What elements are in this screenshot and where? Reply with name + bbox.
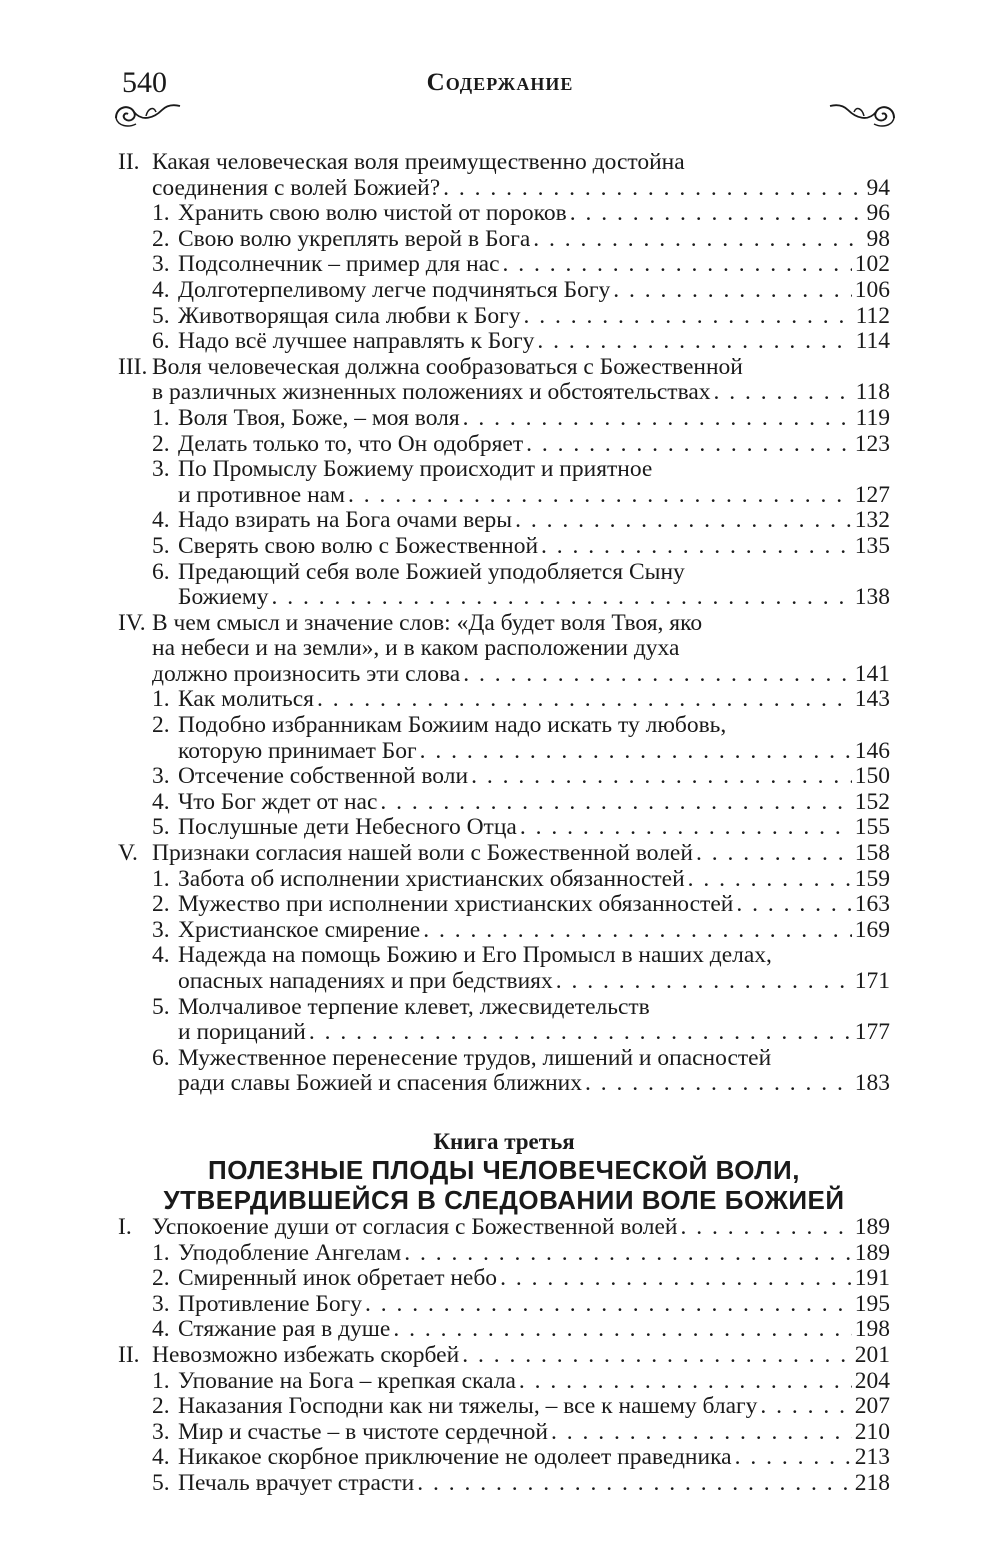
toc-subsection bbox=[118, 534, 890, 560]
dot-leader bbox=[760, 1394, 851, 1420]
toc-chapter bbox=[118, 355, 890, 406]
toc-entry-text: Успокоение души от согласия с Божественной волей bbox=[152, 1214, 678, 1240]
toc-page-number: 169 bbox=[854, 917, 890, 943]
dot-leader bbox=[365, 1292, 852, 1318]
toc-entry-number: 3. bbox=[152, 1291, 170, 1317]
toc-subsection bbox=[118, 943, 890, 994]
toc-entry-number: 4. bbox=[152, 1317, 170, 1343]
toc-entry-text: Христианское смирение bbox=[178, 917, 421, 943]
toc-subsection bbox=[118, 457, 890, 508]
toc-subsection bbox=[118, 406, 890, 432]
toc-page-number: 102 bbox=[854, 252, 890, 278]
flourish-left-icon bbox=[110, 96, 190, 136]
toc-entry-text: Надо взирать на Бога очами веры bbox=[178, 508, 513, 534]
toc-entry-number: 2. bbox=[152, 892, 170, 918]
toc-entry-text: опасных нападениях и при бедствиях bbox=[178, 968, 553, 994]
dot-leader bbox=[393, 1317, 851, 1343]
toc-entry-number: 4. bbox=[152, 508, 170, 534]
toc-entry-text: Свою волю укреплять верой в Бога bbox=[178, 226, 531, 252]
toc-entry-text: Послушные дети Небесного Отца bbox=[178, 815, 517, 841]
toc-entry-number: V. bbox=[118, 841, 138, 867]
dot-leader bbox=[515, 508, 852, 534]
dot-leader bbox=[463, 406, 853, 432]
toc-entry-text: Божиему bbox=[178, 584, 269, 611]
dot-leader bbox=[556, 969, 852, 995]
toc-entry-number: 5. bbox=[152, 1470, 170, 1496]
toc-entry-number: 2. bbox=[152, 1394, 170, 1420]
toc-subsection bbox=[118, 918, 890, 944]
dot-leader bbox=[735, 1445, 852, 1471]
toc-entry-number: IV. bbox=[118, 610, 146, 636]
dot-leader bbox=[714, 380, 853, 406]
toc-chapter bbox=[118, 611, 890, 688]
toc-subsection bbox=[118, 1420, 890, 1446]
toc-chapter bbox=[118, 150, 890, 201]
toc-entry-text: Невозможно избежать скорбей bbox=[152, 1342, 460, 1368]
toc-subsection bbox=[118, 304, 890, 330]
running-title: Содержание bbox=[426, 69, 574, 96]
toc-subsection bbox=[118, 560, 890, 611]
dot-leader bbox=[533, 227, 863, 253]
toc-page-number: 163 bbox=[854, 892, 890, 918]
toc-entry-number: 2. bbox=[152, 226, 170, 252]
toc-page-number: 159 bbox=[854, 866, 890, 892]
toc-entry-number: 1. bbox=[152, 405, 170, 431]
toc-entry-text: Подсолнечник – пример для нас bbox=[178, 252, 500, 278]
toc-subsection bbox=[118, 867, 890, 893]
dot-leader bbox=[443, 176, 863, 202]
toc-entry-text: Делать только то, что Он одобряет bbox=[178, 431, 524, 457]
toc-entry-number: 6. bbox=[152, 1045, 170, 1071]
toc-entry-number: 2. bbox=[152, 1266, 170, 1292]
toc-entry-number: 4. bbox=[152, 943, 170, 969]
toc-entry-text: Мужественное перенесение трудов, лишений и опасностей bbox=[178, 1045, 772, 1071]
toc-page-number: 150 bbox=[854, 764, 890, 790]
toc-entry-text: Хранить свою волю чистой от пороков bbox=[178, 201, 567, 227]
toc-entry-text: и противное нам bbox=[178, 481, 345, 508]
toc-entry-number: 3. bbox=[152, 764, 170, 790]
toc-entry-text: Смиренный инок обретает небо bbox=[178, 1266, 498, 1292]
dot-leader bbox=[463, 662, 852, 688]
toc-entry-text: и порицаний bbox=[178, 1019, 306, 1046]
toc-page-number: 123 bbox=[854, 431, 890, 457]
toc-page-number: 94 bbox=[866, 174, 890, 201]
toc-entry-number: 5. bbox=[152, 815, 170, 841]
dot-leader bbox=[417, 1471, 852, 1497]
toc-entry-text: Уподобление Ангелам bbox=[178, 1240, 402, 1266]
toc-subsection bbox=[118, 1046, 890, 1097]
toc-subsection bbox=[118, 329, 890, 355]
dot-leader bbox=[309, 1020, 852, 1046]
toc-entry-number: 2. bbox=[152, 431, 170, 457]
toc-subsection bbox=[118, 764, 890, 790]
toc-page-number: 177 bbox=[854, 1019, 890, 1046]
toc-entry-text: Какая человеческая воля преимущественно достойна bbox=[152, 150, 685, 175]
toc-entry-number: 6. bbox=[152, 559, 170, 585]
toc-entry-number: 1. bbox=[152, 201, 170, 227]
toc-subsection bbox=[118, 508, 890, 534]
toc-entry-text: Надо всё лучшее направлять к Богу bbox=[178, 329, 535, 355]
toc-entry-text: Молчаливое терпение клевет, лжесвидетельств bbox=[178, 994, 650, 1020]
toc-entry-text: Стяжание рая в душе bbox=[178, 1317, 391, 1343]
toc-page-number: 152 bbox=[854, 789, 890, 815]
toc-page-number: 171 bbox=[854, 968, 890, 994]
toc-page-number: 141 bbox=[854, 660, 890, 687]
toc-page-number: 119 bbox=[855, 405, 890, 431]
toc-entry-number: 4. bbox=[152, 789, 170, 815]
toc-subsection bbox=[118, 1445, 890, 1471]
toc-chapter bbox=[118, 1215, 890, 1241]
dot-leader bbox=[570, 201, 864, 227]
toc-subsection bbox=[118, 995, 890, 1046]
toc-entry-number: 5. bbox=[152, 303, 170, 329]
toc-page-number: 213 bbox=[854, 1445, 890, 1471]
toc-entry-text: на небеси и на земли», и в каком расположении духа bbox=[152, 635, 680, 662]
toc-entry-text: Воля человеческая должна сообразоваться с Божественной bbox=[152, 354, 743, 380]
toc-page-number: 132 bbox=[854, 508, 890, 534]
dot-leader bbox=[423, 918, 852, 944]
toc-entry-number: 6. bbox=[152, 329, 170, 355]
dot-leader bbox=[541, 534, 852, 560]
dot-leader bbox=[526, 432, 852, 458]
toc-subsection bbox=[118, 687, 890, 713]
toc-page-number: 210 bbox=[854, 1419, 890, 1445]
toc-page-number: 96 bbox=[866, 201, 890, 227]
toc-page-number: 158 bbox=[854, 841, 890, 867]
toc-page-number: 207 bbox=[854, 1394, 890, 1420]
toc-page-number: 127 bbox=[854, 481, 890, 508]
toc-page-number: 112 bbox=[855, 303, 890, 329]
dot-leader bbox=[520, 815, 852, 841]
toc-entry-text: ради славы Божией и спасения ближних bbox=[178, 1070, 582, 1097]
toc-subsection bbox=[118, 278, 890, 304]
toc-chapter bbox=[118, 841, 890, 867]
toc-page-number: 143 bbox=[854, 687, 890, 713]
dot-leader bbox=[613, 278, 852, 304]
toc-entry-text: Сверять свою волю с Божественной bbox=[178, 533, 539, 559]
toc-entry-number: 3. bbox=[152, 457, 170, 483]
toc-entry-number: 5. bbox=[152, 994, 170, 1020]
toc-page-number: 155 bbox=[854, 815, 890, 841]
toc-entry-text: Никакое скорбное приключение не одолеет праведника bbox=[178, 1445, 732, 1471]
page-number: 540 bbox=[122, 66, 167, 99]
toc-subsection bbox=[118, 815, 890, 841]
toc-entry-number: 1. bbox=[152, 1368, 170, 1394]
dot-leader bbox=[317, 687, 852, 713]
toc-subsection bbox=[118, 790, 890, 816]
toc-entry-text: Мир и счастье – в чистоте сердечной bbox=[178, 1419, 548, 1445]
toc-page-number: 106 bbox=[854, 277, 890, 303]
toc-entry-text: Долготерпеливому легче подчиняться Богу bbox=[178, 277, 611, 303]
toc-entry-text: Противление Богу bbox=[178, 1291, 363, 1317]
toc-subsection bbox=[118, 201, 890, 227]
dot-leader bbox=[551, 1420, 852, 1446]
toc-entry-text: Наказания Господни как ни тяжелы, – все к нашему благу bbox=[178, 1394, 758, 1420]
toc-page-number: 201 bbox=[854, 1342, 890, 1368]
toc-entry-number: I. bbox=[118, 1214, 132, 1240]
flourish-right-icon bbox=[820, 96, 900, 136]
toc-entry-number: 1. bbox=[152, 866, 170, 892]
toc-page-number: 138 bbox=[854, 584, 890, 611]
toc-subsection bbox=[118, 1471, 890, 1497]
dot-leader bbox=[272, 585, 852, 611]
dot-leader bbox=[500, 1266, 852, 1292]
dot-leader bbox=[380, 790, 851, 816]
toc-subsection bbox=[118, 1369, 890, 1395]
toc-chapter bbox=[118, 1343, 890, 1369]
toc-subsection bbox=[118, 252, 890, 278]
dot-leader bbox=[404, 1241, 852, 1267]
toc-page-number: 195 bbox=[854, 1291, 890, 1317]
toc-entry-text: которую принимает Бог bbox=[178, 737, 417, 764]
toc-entry-number: III. bbox=[118, 354, 148, 380]
toc-entry-text: должно произносить эти слова bbox=[152, 660, 461, 687]
dot-leader bbox=[736, 892, 851, 918]
toc-entry-number: 3. bbox=[152, 1419, 170, 1445]
toc-page-number: 191 bbox=[854, 1266, 890, 1292]
dot-leader bbox=[681, 1215, 852, 1241]
toc-page-number: 198 bbox=[854, 1317, 890, 1343]
dot-leader bbox=[462, 1343, 852, 1369]
toc-entry-text: Как молиться bbox=[178, 687, 314, 713]
toc-page-number: 218 bbox=[854, 1470, 890, 1496]
toc-entry-text: Воля Твоя, Боже, – моя воля bbox=[178, 405, 460, 431]
toc-entry-text: Признаки согласия нашей воли с Божественной волей bbox=[152, 841, 693, 867]
toc-page-number: 146 bbox=[854, 737, 890, 764]
toc-entry-text: Мужество при исполнении христианских обязанностей bbox=[178, 892, 734, 918]
dot-leader bbox=[420, 739, 852, 765]
toc-entry-text: Животворящая сила любви к Богу bbox=[178, 303, 521, 329]
toc-entry-number: 4. bbox=[152, 277, 170, 303]
dot-leader bbox=[585, 1071, 852, 1097]
toc-entry-number: 1. bbox=[152, 687, 170, 713]
toc-part-book3 bbox=[118, 1215, 890, 1497]
toc-entry-text: Упование на Бога – крепкая скала bbox=[178, 1368, 516, 1394]
dot-leader bbox=[688, 867, 852, 893]
toc-entry-number: 2. bbox=[152, 713, 170, 739]
toc-entry-text: соединения с волей Божией? bbox=[152, 174, 441, 201]
toc-subsection bbox=[118, 1241, 890, 1267]
dot-leader bbox=[503, 252, 852, 278]
toc-page-number: 98 bbox=[866, 226, 890, 252]
toc-subsection bbox=[118, 1394, 890, 1420]
toc-entry-number: 1. bbox=[152, 1240, 170, 1266]
book3-title-line1: ПОЛЕЗНЫЕ ПЛОДЫ ЧЕЛОВЕЧЕСКОЙ ВОЛИ, bbox=[208, 1154, 800, 1185]
toc-entry-text: в различных жизненных положениях и обстоятельствах bbox=[152, 379, 711, 406]
toc-page-number: 114 bbox=[855, 329, 890, 355]
dot-leader bbox=[471, 764, 852, 790]
toc-entry-number: 4. bbox=[152, 1445, 170, 1471]
dot-leader bbox=[519, 1369, 852, 1395]
toc-entry-text: Что Бог ждет от нас bbox=[178, 789, 378, 815]
toc-entry-number: II. bbox=[118, 150, 140, 175]
toc-entry-text: Забота об исполнении христианских обязанностей bbox=[178, 866, 685, 892]
toc-entry-text: Печаль врачует страсти bbox=[178, 1470, 415, 1496]
toc-page-number: 183 bbox=[854, 1070, 890, 1097]
toc-entry-number: 3. bbox=[152, 252, 170, 278]
toc-page-number: 189 bbox=[854, 1214, 890, 1240]
book3-heading bbox=[118, 1129, 890, 1215]
toc-subsection bbox=[118, 432, 890, 458]
toc-entry-text: Надежда на помощь Божию и Его Промысл в наших делах, bbox=[178, 943, 772, 969]
toc-subsection bbox=[118, 892, 890, 918]
toc-page-number: 189 bbox=[854, 1240, 890, 1266]
book3-title-line2: УТВЕРДИВШЕЙСЯ В СЛЕДОВАНИИ ВОЛЕ БОЖИЕЙ bbox=[163, 1184, 845, 1215]
toc-entry-text: Подобно избранникам Божиим надо искать ту любовь, bbox=[178, 713, 727, 739]
toc-subsection bbox=[118, 1266, 890, 1292]
toc-page-number: 118 bbox=[855, 379, 890, 406]
toc-entry-text: Отсечение собственной воли bbox=[178, 764, 469, 790]
toc-page-number: 135 bbox=[854, 533, 890, 559]
dot-leader bbox=[348, 483, 852, 509]
dot-leader bbox=[696, 841, 852, 867]
dot-leader bbox=[537, 329, 852, 355]
toc-entry-text: Предающий себя воле Божией уподобляется Сыну bbox=[178, 559, 685, 585]
toc-entry-text: По Промыслу Божиему происходит и приятное bbox=[178, 457, 653, 483]
toc-entry-text: В чем смысл и значение слов: «Да будет воля Твоя, яко bbox=[152, 610, 703, 636]
dot-leader bbox=[523, 304, 852, 330]
book3-label: Книга третья bbox=[433, 1128, 575, 1154]
toc-subsection bbox=[118, 1292, 890, 1318]
toc-entry-number: 5. bbox=[152, 533, 170, 559]
toc-subsection bbox=[118, 227, 890, 253]
toc-part-book2 bbox=[118, 150, 890, 1097]
toc-entry-number: II. bbox=[118, 1342, 140, 1368]
toc-subsection bbox=[118, 1317, 890, 1343]
toc-page-number: 204 bbox=[854, 1368, 890, 1394]
toc-subsection bbox=[118, 713, 890, 764]
toc-entry-number: 3. bbox=[152, 917, 170, 943]
table-of-contents bbox=[118, 150, 890, 1497]
